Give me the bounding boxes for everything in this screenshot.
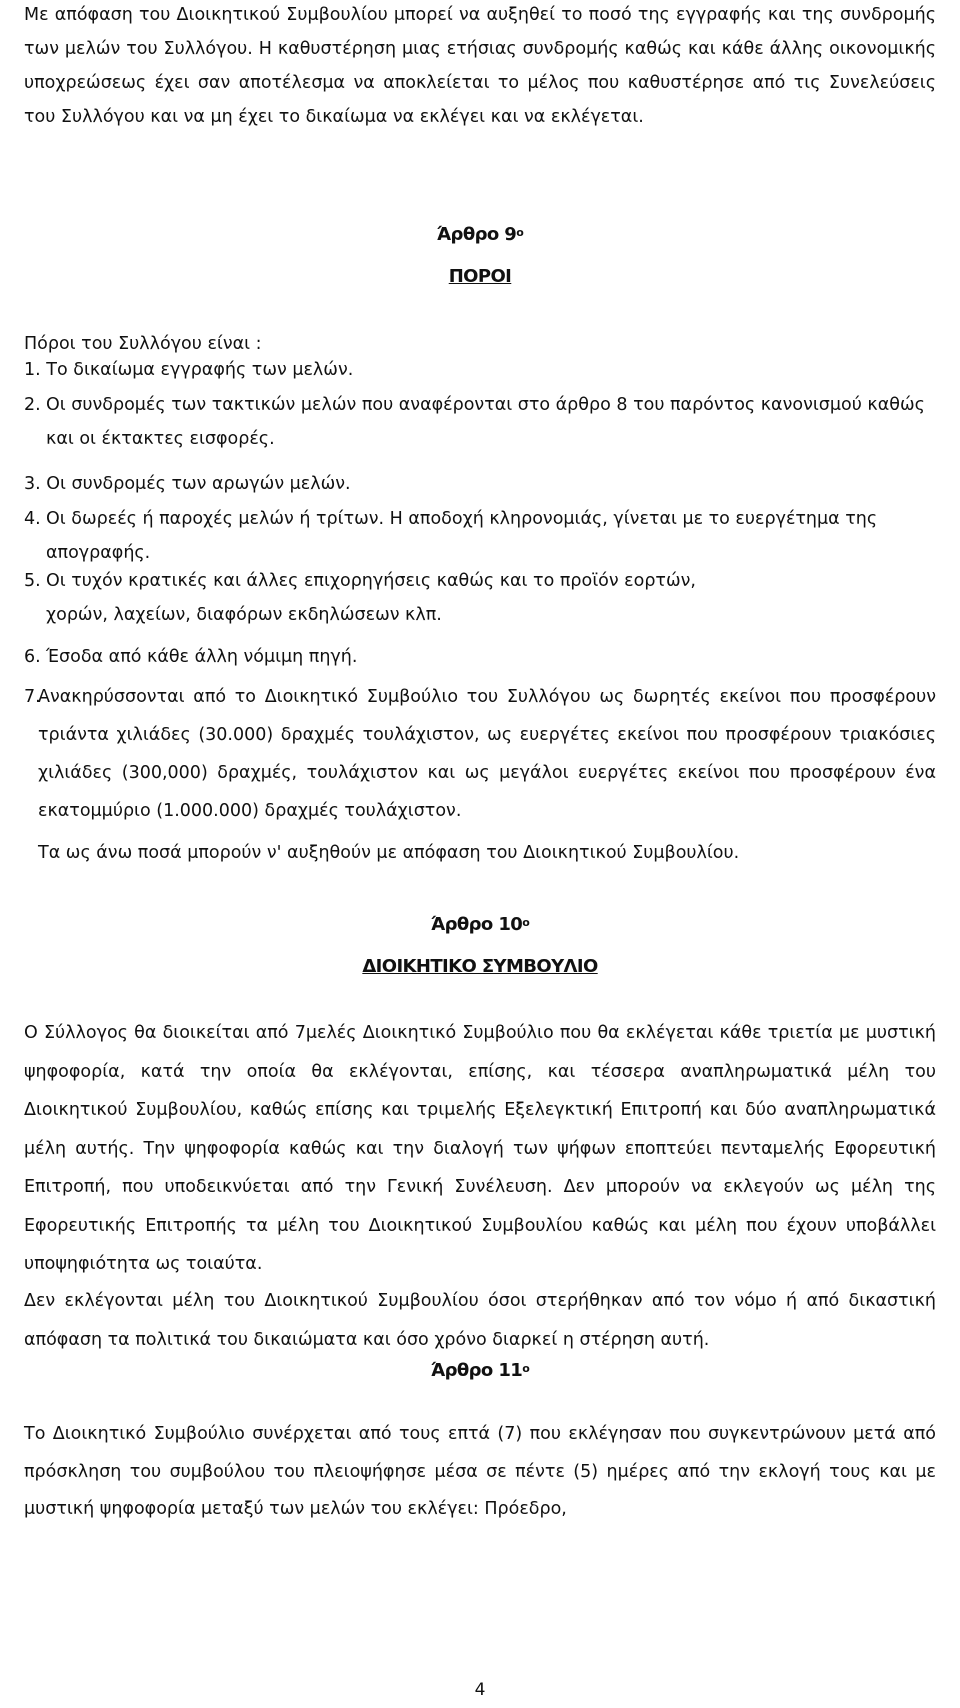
article-10-heading-text: Άρθρο 10 bbox=[430, 914, 523, 935]
list-item-number: 3. bbox=[24, 474, 41, 494]
list-item-number: 1. bbox=[24, 360, 41, 380]
list-item bbox=[24, 564, 936, 632]
list-item-number: 4. bbox=[24, 509, 41, 529]
article-10-paragraph-2: Δεν εκλέγονται μέλη του Διοικητικού Συμβουλίου όσοι στερήθηκαν από τον νόμο ή από δικαστική απόφαση τα πολιτικά του δικαιώματα και όσο χρόνο διαρκεί η στέρηση αυτή. bbox=[24, 1291, 936, 1350]
list-item-number: 5. bbox=[24, 571, 41, 591]
list-item bbox=[24, 388, 936, 456]
list-item bbox=[24, 470, 936, 498]
list-item-text: Οι δωρεές ή παροχές μελών ή τρίτων. Η αποδοχή κληρονομιάς, γίνεται με το ευεργέτημα της απογραφής. bbox=[46, 509, 878, 563]
list-item-text: Έσοδα από κάθε άλλη νόμιμη πηγή. bbox=[46, 647, 358, 667]
article-10-heading bbox=[0, 914, 960, 935]
article-11-paragraph: Το Διοικητικό Συμβούλιο συνέρχεται από τους επτά (7) που εκλέγησαν που συγκεντρώνουν μετά από πρόσκληση του συμβούλου του πλειοψήφησε μέσα σε πέντε (5) ημέρες από την εκλογή τους και με μυστική ψηφοφορία μεταξύ των μελών του εκλέγει: Πρόεδρο, bbox=[24, 1424, 936, 1519]
list-item-number: 2. bbox=[24, 395, 41, 415]
list-item-number: 7. bbox=[24, 687, 41, 707]
article-11-heading-text: Άρθρο 11 bbox=[430, 1360, 523, 1381]
article-9-heading-text: Άρθρο 9 bbox=[436, 224, 517, 245]
article-11-superscript: ο bbox=[522, 1362, 530, 1375]
page-number: 4 bbox=[474, 1680, 486, 1700]
article-9-superscript: ο bbox=[516, 226, 524, 239]
list-item bbox=[24, 356, 936, 384]
article-9-closing: Τα ως άνω ποσά μπορούν ν' αυξηθούν με απόφαση του Διοικητικού Συμβουλίου. bbox=[38, 843, 740, 863]
list-item-text: Οι τυχόν κρατικές και άλλες επιχορηγήσεις καθώς και το προϊόν εορτών, χορών, λαχείων, διαφόρων εκδηλώσεων κλπ. bbox=[46, 571, 696, 625]
article-9-heading bbox=[0, 224, 960, 245]
list-item bbox=[24, 640, 936, 674]
article-9-title: ΠΟΡΟΙ bbox=[448, 266, 512, 287]
article-10-superscript: ο bbox=[522, 916, 530, 929]
article-11-heading bbox=[0, 1360, 960, 1381]
article-10-title: ΔΙΟΙΚΗΤΙΚΟ ΣΥΜΒΟΥΛΙΟ bbox=[362, 956, 598, 977]
list-item-text: Ανακηρύσσονται από το Διοικητικό Συμβούλιο του Συλλόγου ως δωρητές εκείνοι που προσφέρουν τριάντα χιλιάδες (30.000) δραχμές τουλάχιστον, ως ευεργέτες εκείνοι που προσφέρουν τριακόσιες χιλιάδες (300,000) δραχμές, τουλάχιστον και ως μεγάλοι ευεργέτες εκείνοι που προσφέρουν ένα εκατομμύριο (1.000.000) δραχμές τουλάχιστον. bbox=[38, 687, 936, 821]
list-item bbox=[24, 678, 936, 830]
article-10-paragraph-1: Ο Σύλλογος θα διοικείται από 7μελές Διοικητικό Συμβούλιο που θα εκλέγεται κάθε τριετία με μυστική ψηφοφορία, κατά την οποία θα εκλέγονται, επίσης, και τέσσερα αναπληρωματικά μέλη του Διοικητικού Συμβουλίου, καθώς επίσης και τριμελής Εξελεγκτική Επιτροπή και δύο αναπληρωματικά μέλη αυτής. Την ψηφοφορία καθώς και την διαλογή των ψήφων εποπτεύει πενταμελής Εφορευτική Επιτροπή, που υποδεικνύεται από την Γενική Συνέλευση. Δεν μπορούν να εκλεγούν ως μέλη της Εφορευτικής Επιτροπής τα μέλη του Διοικητικού Συμβουλίου καθώς και μέλη που έχουν υποβάλλει υποψηφιότητα ως τοιαύτα. bbox=[24, 1023, 936, 1274]
list-item-number: 6. bbox=[24, 647, 41, 667]
article-9-lead: Πόροι του Συλλόγου είναι : bbox=[24, 334, 262, 354]
list-item-text: Το δικαίωμα εγγραφής των μελών. bbox=[46, 360, 354, 380]
intro-paragraph: Με απόφαση του Διοικητικού Συμβουλίου μπορεί να αυξηθεί το ποσό της εγγραφής και της συνδρομής των μελών του Συλλόγου. Η καθυστέρηση μιας ετήσιας συνδρομής καθώς και κάθε άλλης οικονομικής υποχρεώσεως έχει σαν αποτέλεσμα να αποκλείεται το μέλος που καθυστέρησε από τις Συνελεύσεις του Συλλόγου και να μη έχει το δικαίωμα να εκλέγει και να εκλέγεται. bbox=[24, 5, 936, 127]
list-item bbox=[24, 502, 936, 570]
list-item-text: Οι συνδρομές των τακτικών μελών που αναφέρονται στο άρθρο 8 του παρόντος κανονισμού καθώς και οι έκτακτες εισφορές. bbox=[46, 395, 925, 449]
list-item-text: Οι συνδρομές των αρωγών μελών. bbox=[46, 474, 351, 494]
